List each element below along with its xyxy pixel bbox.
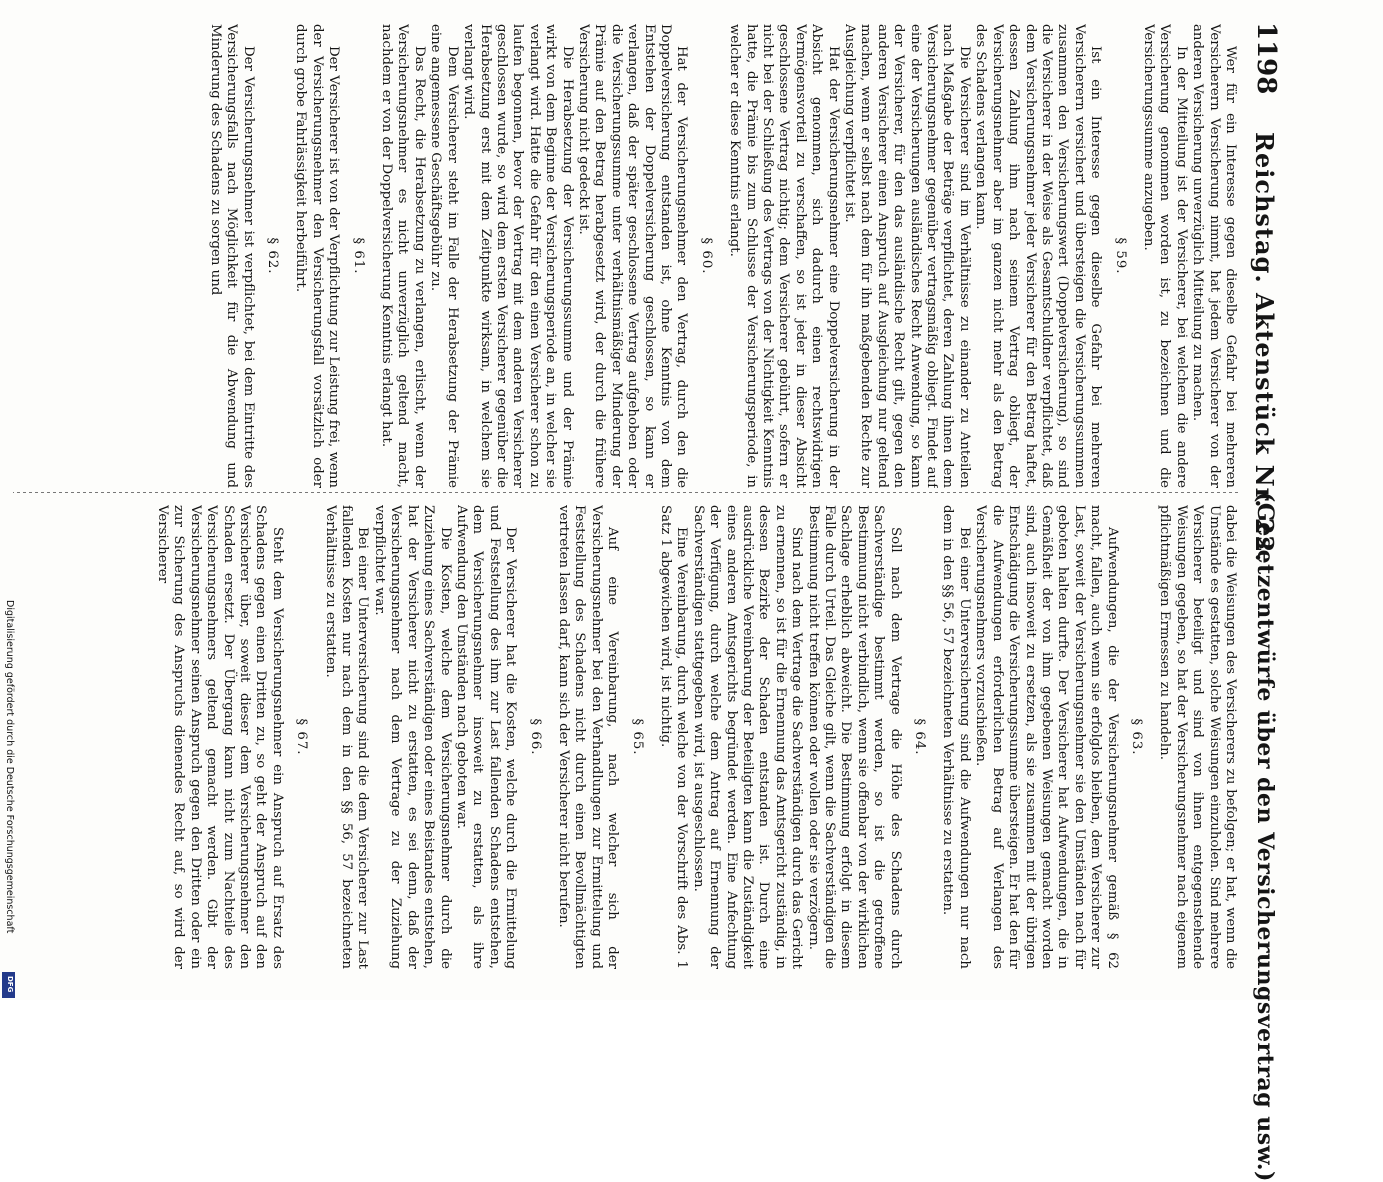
section-heading: § 67. xyxy=(294,718,310,756)
paragraph: Die Herabsetzung der Versicherungssumme und der Prämie wirkt von dem Beginne der Versicherungsperiode an, in welcher sie verlangt wird. Hatte die Gefahr für den einen Versicherer schon zu laufen begonnen, bevor der Vertrag mit dem anderen Versicherer geschlossen wurde, so wird dem ersten Versicherer gegenüber die Herabsetzung erst mit dem Zeitpunkte wirksam, in welchem sie verlangt wird. xyxy=(461,24,575,488)
paragraph: Sind nach dem Vertrage die Sachverständigen durch das Gericht zu ernennen, so ist für die Ernennung das Amtsgericht zuständig, in dessen Bezirke der Schaden entstanden ist. Durch eine ausdrückliche Vereinbarung der Beteiligten kann die Zuständigkeit eines anderen Amtsgerichts begründet werden. Eine Anfechtung der Verfügung, durch welche dem Antrag auf Ernennung der Sachverständigen stattgegeben wird, ist ausgeschlossen. xyxy=(690,505,805,969)
right-text-column xyxy=(13,505,1238,969)
paragraph: Hat der Versicherungsnehmer eine Doppelversicherung in der Absicht genommen, sich dadurch einen rechtswidrigen Vermögensvorteil zu verschaffen, so ist jeder in dieser Absicht geschlossene Vertrag nichtig; dem Versicherer gebührt, sofern er nicht bei der Schließung des Vertrags von der Nichtigkeit Kenntnis hatte, die Prämie bis zum Schlusse der Versicherungsperiode, in welcher er diese Kenntnis erlangt. xyxy=(727,24,841,488)
section-heading: § 62. xyxy=(265,237,281,275)
header-title: Reichstag. Aktenstück Nr. 22. xyxy=(1250,132,1279,563)
paragraph: Der Versicherer hat die Kosten, welche durch die Ermittelung und Feststellung des ihm zur Last fallenden Schadens entstehen, dem Versicherungsnehmer insoweit zu erstatten, als ihre Aufwendung den Umständen nach geboten war. xyxy=(453,505,519,969)
page-header xyxy=(1243,22,1283,1182)
paragraph: Soll nach dem Vertrage die Höhe des Schadens durch Sachverständige bestimmt werden, so ist die getroffene Bestimmung nicht verbindlich, wenn sie offenbar von der wirklichen Sachlage erheblich abweicht. Die Bestimmung erfolgt in diesem Falle durch Urteil. Das Gleiche gilt, wenn die Sachverständigen die Bestimmung nicht treffen können oder wollen oder sie verzögern. xyxy=(805,505,903,969)
paragraph: dabei die Weisungen des Versicherers zu befolgen; er hat, wenn die Umstände es gestatten, solche Weisungen einzuholen. Sind mehrere Versicherer beteiligt und sind von ihnen entgegenstehende Weisungen gegeben, so hat der Versicherungsnehmer nach eigenem pflichtmäßigen Ermessen zu handeln. xyxy=(1157,505,1238,969)
paragraph: Ist ein Interesse gegen dieselbe Gefahr bei mehreren Versicherern versichert und übersteigen die Versicherungssummen zusammen den Versicherungswert (Doppelversicherung), so sind die Versicherer in der Weise als Gesamtschuldner verpflichtet, daß dem Versicherungsnehmer jeder Versicherer für den Betrag haftet, dessen Zahlung ihm nach seinem Vertrag obliegt, der Versicherungsnehmer aber im ganzen nicht mehr als den Betrag des Schadens verlangen kann. xyxy=(973,24,1104,488)
paragraph: Die Kosten, welche dem Versicherungsnehmer durch die Zuziehung eines Sachverständigen oder eines Beistandes entstehen, hat der Versicherer nicht zu erstatten, es sei denn, daß der Versicherungsnehmer nach dem Vertrage zu der Zuziehung verpflichtet war. xyxy=(371,505,453,969)
paragraph: Der Versicherungsnehmer ist verpflichtet, bei dem Eintritte des Versicherungsfalls nach Möglichkeit für die Abwendung und Minderung des Schadens zu sorgen und xyxy=(207,24,256,488)
section-heading: § 59. xyxy=(1112,237,1128,275)
paragraph: Hat der Versicherungsnehmer den Vertrag, durch den die Doppelversicherung entstanden ist, ohne Kenntnis von dem Entstehen der Doppelversicherung geschlossen, so kann er verlangen, daß der später geschlossene Vertrag aufgehoben oder die Versicherungssumme unter verhältnismäßiger Minderung der Prämie auf den Betrag herabgesetzt wird, der durch die frühere Versicherung nicht gedeckt ist. xyxy=(575,24,690,488)
dfg-logo xyxy=(2,972,15,998)
digitization-credit xyxy=(1,600,15,1000)
paragraph: Der Versicherer ist von der Verpflichtung zur Leistung frei, wenn der Versicherungsnehmer den Versicherungsfall vorsätzlich oder durch grobe Fahrlässigkeit herbeiführt. xyxy=(293,24,342,488)
paragraph: Bei einer Unterversicherung sind die dem Versicherer zur Last fallenden Kosten nur nach dem in den §§ 56, 57 bezeichneten Verhältnisse zu erstatten. xyxy=(322,505,371,969)
dfg-logo-text: DFG xyxy=(6,976,14,993)
paragraph: Eine Vereinbarung, durch welche von der Vorschrift des Abs. 1 Satz 1 abgewichen wird, ist nichtig. xyxy=(658,505,690,969)
paragraph: Auf eine Vereinbarung, nach welcher sich der Versicherungsnehmer bei den Verhandlungen zur Ermittelung und Feststellung des Schadens nicht durch einen Bevollmächtigten vertreten lassen darf, kann sich der Versicherer nicht berufen. xyxy=(555,505,621,969)
column-divider xyxy=(13,492,1238,493)
section-heading: § 63. xyxy=(1128,718,1144,756)
page-number: 1198 xyxy=(1251,22,1281,95)
paragraph: Dem Versicherer steht im Falle der Herabsetzung der Prämie eine angemessene Geschäftsgebühr zu. xyxy=(428,24,460,488)
paragraph: Steht dem Versicherungsnehmer ein Anspruch auf Ersatz des Schadens gegen einen Dritten zu, so geht der Anspruch auf den Versicherer über, soweit dieser dem Versicherungsnehmer den Schaden ersetzt. Der Übergang kann nicht zum Nachteile des Versicherungsnehmers geltend gemacht werden. Gibt der Versicherungsnehmer seinen Anspruch gegen den Dritten oder ein zur Sicherung des Anspruchs dienendes Recht auf, so wird der Versicherer xyxy=(155,505,285,969)
section-heading: § 66. xyxy=(527,718,543,756)
paragraph: Die Versicherer sind im Verhältnisse zu einander zu Anteilen nach Maßgabe der Beträge verpflichtet, deren Zahlung ihnen dem Versicherungsnehmer gegenüber vertragsmäßig obliegt. Findet auf eine der Versicherungen ausländisches Recht Anwendung, so kann der Versicherer, für den das ausländische Recht gilt, gegen den anderen Versicherer einen Anspruch auf Ausgleichung nur geltend machen, wenn er selbst nach dem für ihn maßgebenden Rechte zur Ausgleichung verpflichtet ist. xyxy=(842,24,972,488)
credit-text: Digitalisierung gefördert durch die Deutsche Forschungsgemeinschaft xyxy=(4,600,15,934)
paragraph: Wer für ein Interesse gegen dieselbe Gefahr bei mehreren Versicherern Versicherung nimmt, hat jedem Versicherer von der anderen Versicherung unverzüglich Mitteilung zu machen. xyxy=(1190,24,1238,488)
section-heading: § 61. xyxy=(350,237,366,275)
paragraph: Das Recht, die Herabsetzung zu verlangen, erlischt, wenn der Versicherungsnehmer es nicht unverzüglich geltend macht, nachdem er von der Doppelversicherung Kenntnis erlangt hat. xyxy=(379,24,427,488)
section-heading: § 65. xyxy=(629,718,645,756)
section-heading: § 64. xyxy=(912,718,928,756)
left-text-column xyxy=(13,24,1238,488)
section-heading: § 60. xyxy=(698,237,714,275)
paragraph: Bei einer Unterversicherung sind die Aufwendungen nur nach dem in den §§ 56, 57 bezeichneten Verhältnisse zu erstatten. xyxy=(940,505,972,969)
header-subtitle: (Gesetzentwürfe über den Versicherungsvertrag usw.) xyxy=(1252,492,1278,1182)
paragraph: Aufwendungen, die der Versicherungsnehmer gemäß § 62 macht, fallen, auch wenn sie erfolglos bleiben, dem Versicherer zur Last, soweit der Versicherungsnehmer sie den Umständen nach für geboten halten durfte. Der Versicherer hat Aufwendungen, die in Gemäßheit der von ihm gegebenen Weisungen gemacht worden sind, auch insoweit zu ersetzen, als sie zusammen mit der übrigen Entschädigung die Versicherungssumme übersteigen. Er hat den für die Aufwendungen erforderlichen Betrag auf Verlangen des Versicherungsnehmers vorzuschießen. xyxy=(973,505,1120,969)
paragraph: In der Mitteilung ist der Versicherer, bei welchem die andere Versicherung genommen worden ist, zu bezeichnen und die Versicherungssumme anzugeben. xyxy=(1140,24,1189,488)
